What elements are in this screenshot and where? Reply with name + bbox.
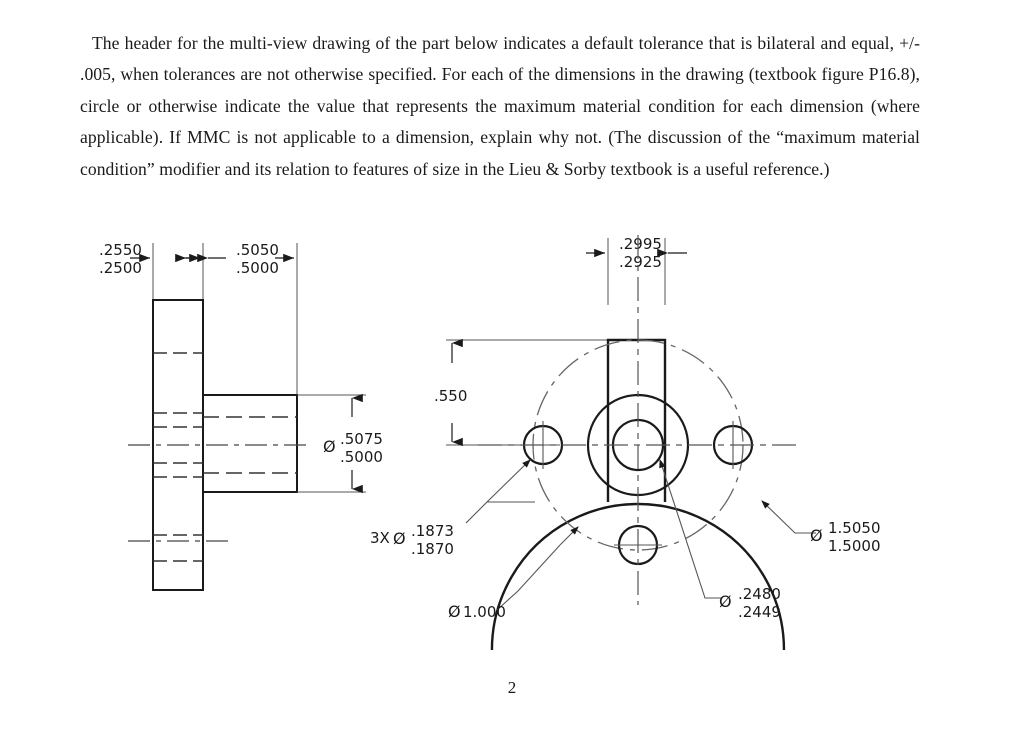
front-view-group — [370, 235, 881, 650]
outer-diameter-symbol: Ø — [810, 526, 823, 545]
boss-length-lower: .5000 — [236, 259, 279, 277]
center-bore-leader-line — [660, 460, 722, 598]
dimension-outer-diameter — [762, 501, 881, 555]
flange-thickness-lower: .2500 — [99, 259, 142, 277]
bolt-hole-diameter-symbol: Ø — [393, 529, 406, 548]
boss-diameter-lower: .5000 — [340, 448, 383, 466]
keyway-width-lower: .2925 — [619, 253, 662, 271]
outer-diameter-leader-line — [762, 501, 816, 533]
dimension-keyway-width — [586, 235, 687, 305]
center-bore-upper: .2480 — [738, 585, 781, 603]
dimension-bolt-hole-diameter — [370, 460, 535, 558]
bolt-hole-leader-arrow — [487, 460, 530, 502]
boss-diameter-symbol: Ø — [323, 437, 336, 456]
bolt-hole-diameter-lower: .1870 — [411, 540, 454, 558]
bolt-circle-value: 1.000 — [463, 603, 506, 621]
bolt-hole-diameter-upper: .1873 — [411, 522, 454, 540]
bolt-circle-symbol: Ø — [448, 602, 461, 621]
outer-diameter-lower: 1.5000 — [828, 537, 881, 555]
dimension-flange-thickness — [99, 241, 142, 277]
page-number: 2 — [507, 678, 517, 697]
center-bore-lower: .2449 — [738, 603, 781, 621]
drawing-canvas — [0, 205, 1024, 650]
boss-diameter-upper: .5075 — [340, 430, 383, 448]
dimension-boss-diameter — [297, 395, 383, 492]
keyway-depth-value: .550 — [434, 387, 468, 405]
boss-outline — [203, 395, 297, 492]
flange-thickness-upper: .2550 — [99, 241, 142, 259]
prompt-paragraph — [80, 28, 920, 186]
outer-diameter-upper: 1.5050 — [828, 519, 881, 537]
boss-length-upper: .5050 — [236, 241, 279, 259]
technical-drawing — [0, 205, 1024, 650]
center-bore-symbol: Ø — [719, 592, 732, 611]
dimension-center-bore — [660, 460, 781, 621]
keyway-width-upper: .2995 — [619, 235, 662, 253]
bolt-hole-leader-line — [466, 502, 535, 523]
bolt-circle-leader-arrow — [560, 527, 578, 545]
prompt-text: The header for the multi-view drawing of the part below indicates a default tolerance that is bilateral and equal, +/- .005, when tolerances are not otherwise specified. For each of the dimensions in the drawing (textbook figure P16.8), circle or otherwise indicate the value that represents the maximum material condition for each dimension (where applicable). If MMC is not applicable to a dimension, explain why not. (The discussion of the “maximum material condition” modifier and its relation to features of size in the Lieu & Sorby textbook is a useful reference.) — [80, 32, 920, 179]
side-view-hidden-lines — [153, 353, 203, 561]
bolt-hole-quantity: 3X — [370, 529, 390, 547]
dimension-keyway-depth — [434, 340, 612, 445]
side-view-group — [99, 241, 383, 590]
dimension-boss-length — [236, 241, 279, 277]
